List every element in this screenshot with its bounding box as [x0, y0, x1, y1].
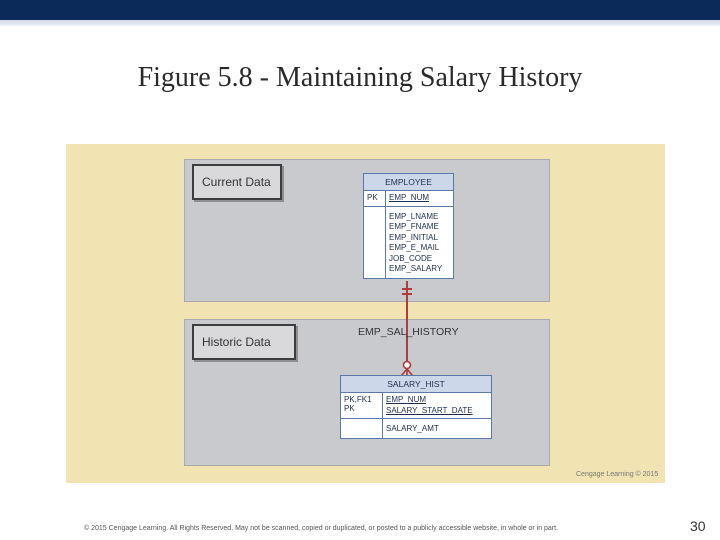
erd-figure: [66, 144, 665, 483]
figure-credit: Cengage Learning © 2015: [576, 471, 659, 478]
relationship-name: EMP_SAL_HISTORY: [358, 326, 459, 338]
employee-entity-name: EMPLOYEE: [364, 174, 453, 191]
employee-pk-label: PK: [364, 191, 386, 206]
employee-pk-attr: EMP_NUM: [389, 193, 430, 202]
salary-hist-attr: SALARY_AMT: [386, 424, 439, 433]
salary-hist-key-row: [341, 393, 491, 419]
salary-hist-entity-name: SALARY_HIST: [341, 376, 491, 393]
employee-attr: EMP_SALARY: [389, 264, 443, 273]
employee-attr-row: [364, 207, 453, 278]
historic-data-label: Historic Data: [192, 324, 296, 360]
employee-entity: [363, 173, 454, 279]
optional-circle: [404, 362, 411, 369]
employee-attr: EMP_E_MAIL: [389, 243, 440, 252]
employee-key-row: [364, 191, 453, 207]
top-banner: [0, 0, 720, 20]
employee-attr: EMP_INITIAL: [389, 232, 438, 242]
employee-attr: EMP_LNAME: [389, 211, 439, 221]
salary-hist-attr-row: [341, 419, 491, 438]
salary-hist-key-attr: EMP_NUM: [386, 395, 427, 404]
salary-hist-entity: [340, 375, 492, 439]
salary-hist-key-attr: SALARY_START_DATE: [386, 405, 473, 415]
current-data-label: Current Data: [192, 164, 282, 200]
employee-attr: EMP_FNAME: [389, 222, 439, 231]
slide-title: Figure 5.8 - Maintaining Salary History: [137, 62, 583, 93]
salary-hist-key-label: PK: [344, 404, 355, 413]
page-number: 30: [690, 518, 706, 534]
employee-attr: JOB_CODE: [389, 253, 433, 263]
top-banner-stripe: [0, 20, 720, 26]
copyright-footer: © 2015 Cengage Learning. All Rights Reserved. May not be scanned, copied or duplicated, or posted to a publicly accessible website, in whole or in part.: [84, 525, 559, 532]
salary-hist-key-label: PK,FK1: [344, 395, 372, 404]
